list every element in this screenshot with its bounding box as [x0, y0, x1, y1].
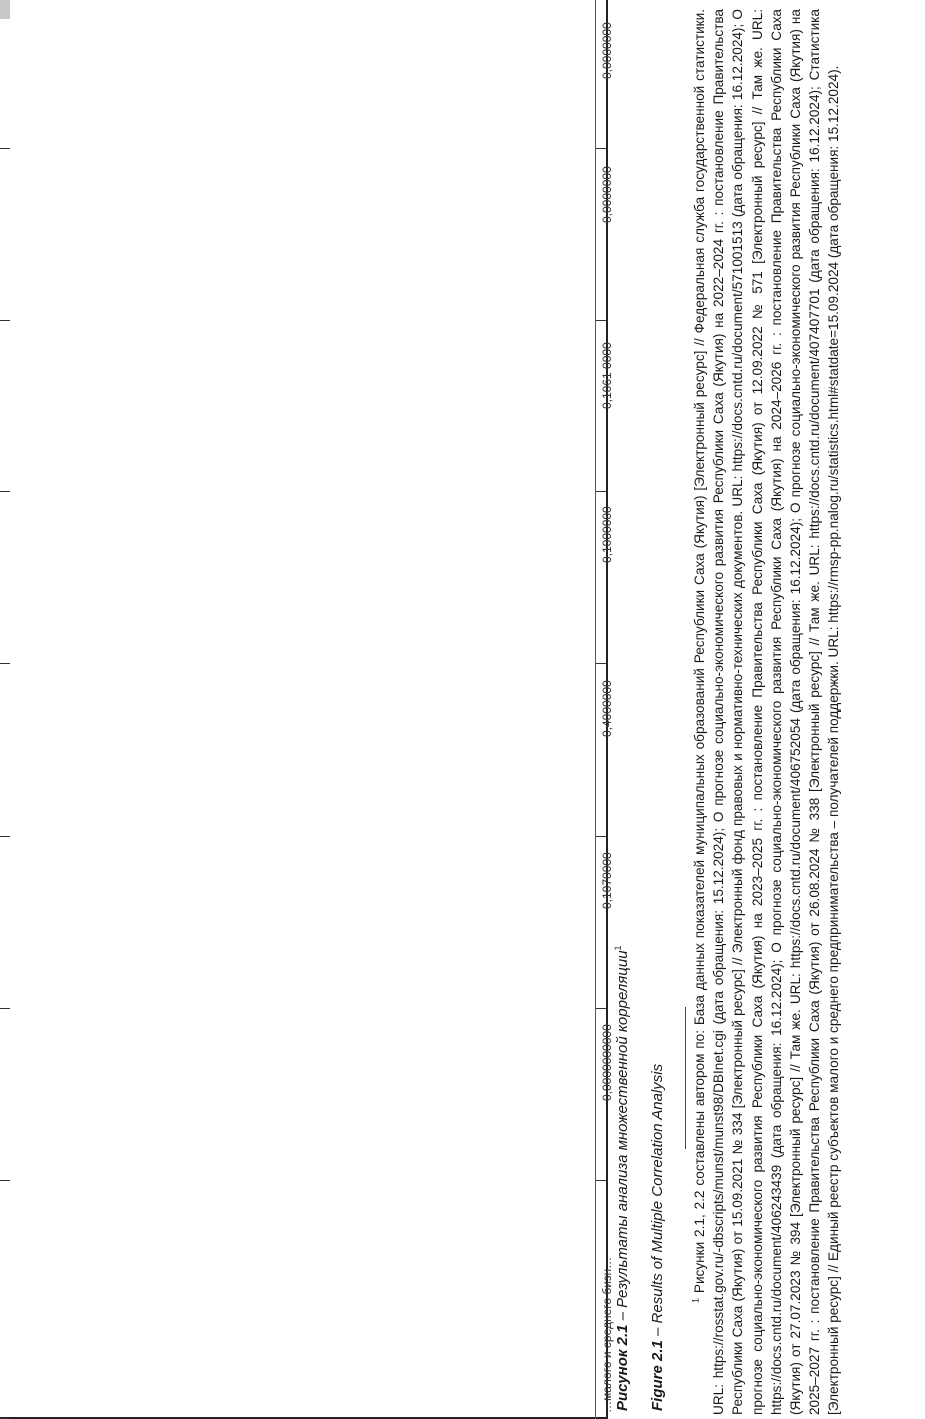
footnote-number: 1	[690, 1297, 701, 1303]
footnote-separator	[685, 1007, 686, 1149]
table-col-tick	[596, 1180, 606, 1181]
table-col-tick	[596, 1008, 606, 1009]
figure-caption-en	[649, 1064, 667, 1411]
footnote-text: Рисунки 2.1, 2.2 составлены автором по: База данных показателей муниципальных образований Республики Саха (Якутия) [Электронный ресурс] // Федеральная служба государственной статистики. URL: https://rosstat.gov.ru/-dbscripts/munst/munst98/DBInet.cgi (дата обращения: 15.12.2024); О прогнозе социально-экономического развития Республики Саха (Якутия) на 2022–2024 гг. : постановление Правительства Республики Саха (Якутия) от 15.09.2021 № 334 [Электронный ресурс] // Электронный фонд правовых и нормативно-технических документов. URL: https://docs.cntd.ru/document/571001513 (дата обращения: 16.12.2024); О прогнозе социально-экономического развития Республики Саха (Якутия) на 2023–2025 гг. : постановление Правительства Республики Саха (Якутия) от 12.09.2022 № 571 [Электронный ресурс] // Там же. URL: https://docs.cntd.ru/document/406243439 (дата обращения: 16.12.2024); О прогнозе социально-экономического развития Республики Саха (Якутия) на 2024–2026 гг. : постановление Правительства Республики Саха (Якутия) от 27.07.2023 № 394 [Электронный ресурс] // Там же. URL: https://docs.cntd.ru/document/406752054 (дата обращения: 16.12.2024); О прогнозе социально-экономического развития Республики Саха (Якутия) на 2025–2027 гг. : постановление Правительства Республики Саха (Якутия) от 26.08.2024 № 338 [Электронный ресурс] // Там же. URL: https://docs.cntd.ru/document/407407701 (дата обращения: 16.12.2024); Статистика [Электронный ресурс] // Единый реестр субъектов малого и среднего предпринимательства – получателей поддержки. URL: https://rmsp-pp.nalog.ru/statistics.html#statdate=15.09.2024 (дата обращения: 15.12.2024).	[692, 9, 842, 1415]
table-col-tick	[0, 663, 10, 664]
table-cell	[596, 1185, 614, 1413]
table-col-tick	[0, 1180, 10, 1181]
footnote-mark[interactable]: 1	[613, 945, 623, 951]
table-cell-text: 0,1070000	[600, 852, 614, 909]
table-col-tick	[596, 491, 606, 492]
table-col-tick	[596, 836, 606, 837]
figure-caption-ru-text: Результаты анализа множественной корреляции	[614, 950, 631, 1308]
table-cell	[596, 839, 614, 909]
table-col-tick	[0, 491, 10, 492]
table-cell-text: 0,0000000000	[600, 1024, 614, 1101]
table-cell-text: 0,0000000	[600, 166, 614, 223]
figure-caption-en-text: Results of Multiple Correlation Analysis	[649, 1063, 666, 1324]
table-cell-text: …малого и среднего бизн…	[600, 1256, 614, 1413]
table-cell-text: 0,4000000	[600, 680, 614, 737]
figure-caption-en-label: Figure 2.1	[649, 1340, 666, 1411]
table-col-tick	[0, 1008, 10, 1009]
table-col-tick	[596, 148, 606, 149]
table-col-tick	[0, 836, 10, 837]
table-col-tick	[596, 320, 606, 321]
table-cell-text: 0,1000000	[600, 506, 614, 563]
table-cell	[596, 1011, 614, 1101]
figure-caption-ru	[614, 945, 632, 1411]
figure-caption-ru-label: Рисунок 2.1	[614, 1324, 631, 1411]
figure-caption-en-dash: –	[649, 1323, 666, 1341]
table-cell	[596, 667, 614, 737]
table-cell-text: 0,0000000	[600, 22, 614, 79]
figure-caption-ru-dash: –	[614, 1307, 631, 1325]
table-col-tick	[596, 663, 606, 664]
table-cell	[596, 151, 614, 223]
table-cell	[596, 493, 614, 563]
table-cell-text: 0,1061 0000	[600, 342, 614, 409]
footnote	[690, 9, 844, 1415]
table-cell	[596, 9, 614, 79]
table-col-tick	[0, 148, 10, 149]
table-col-tick	[0, 320, 10, 321]
table-cell	[596, 323, 614, 409]
table-header-shade	[0, 0, 10, 19]
